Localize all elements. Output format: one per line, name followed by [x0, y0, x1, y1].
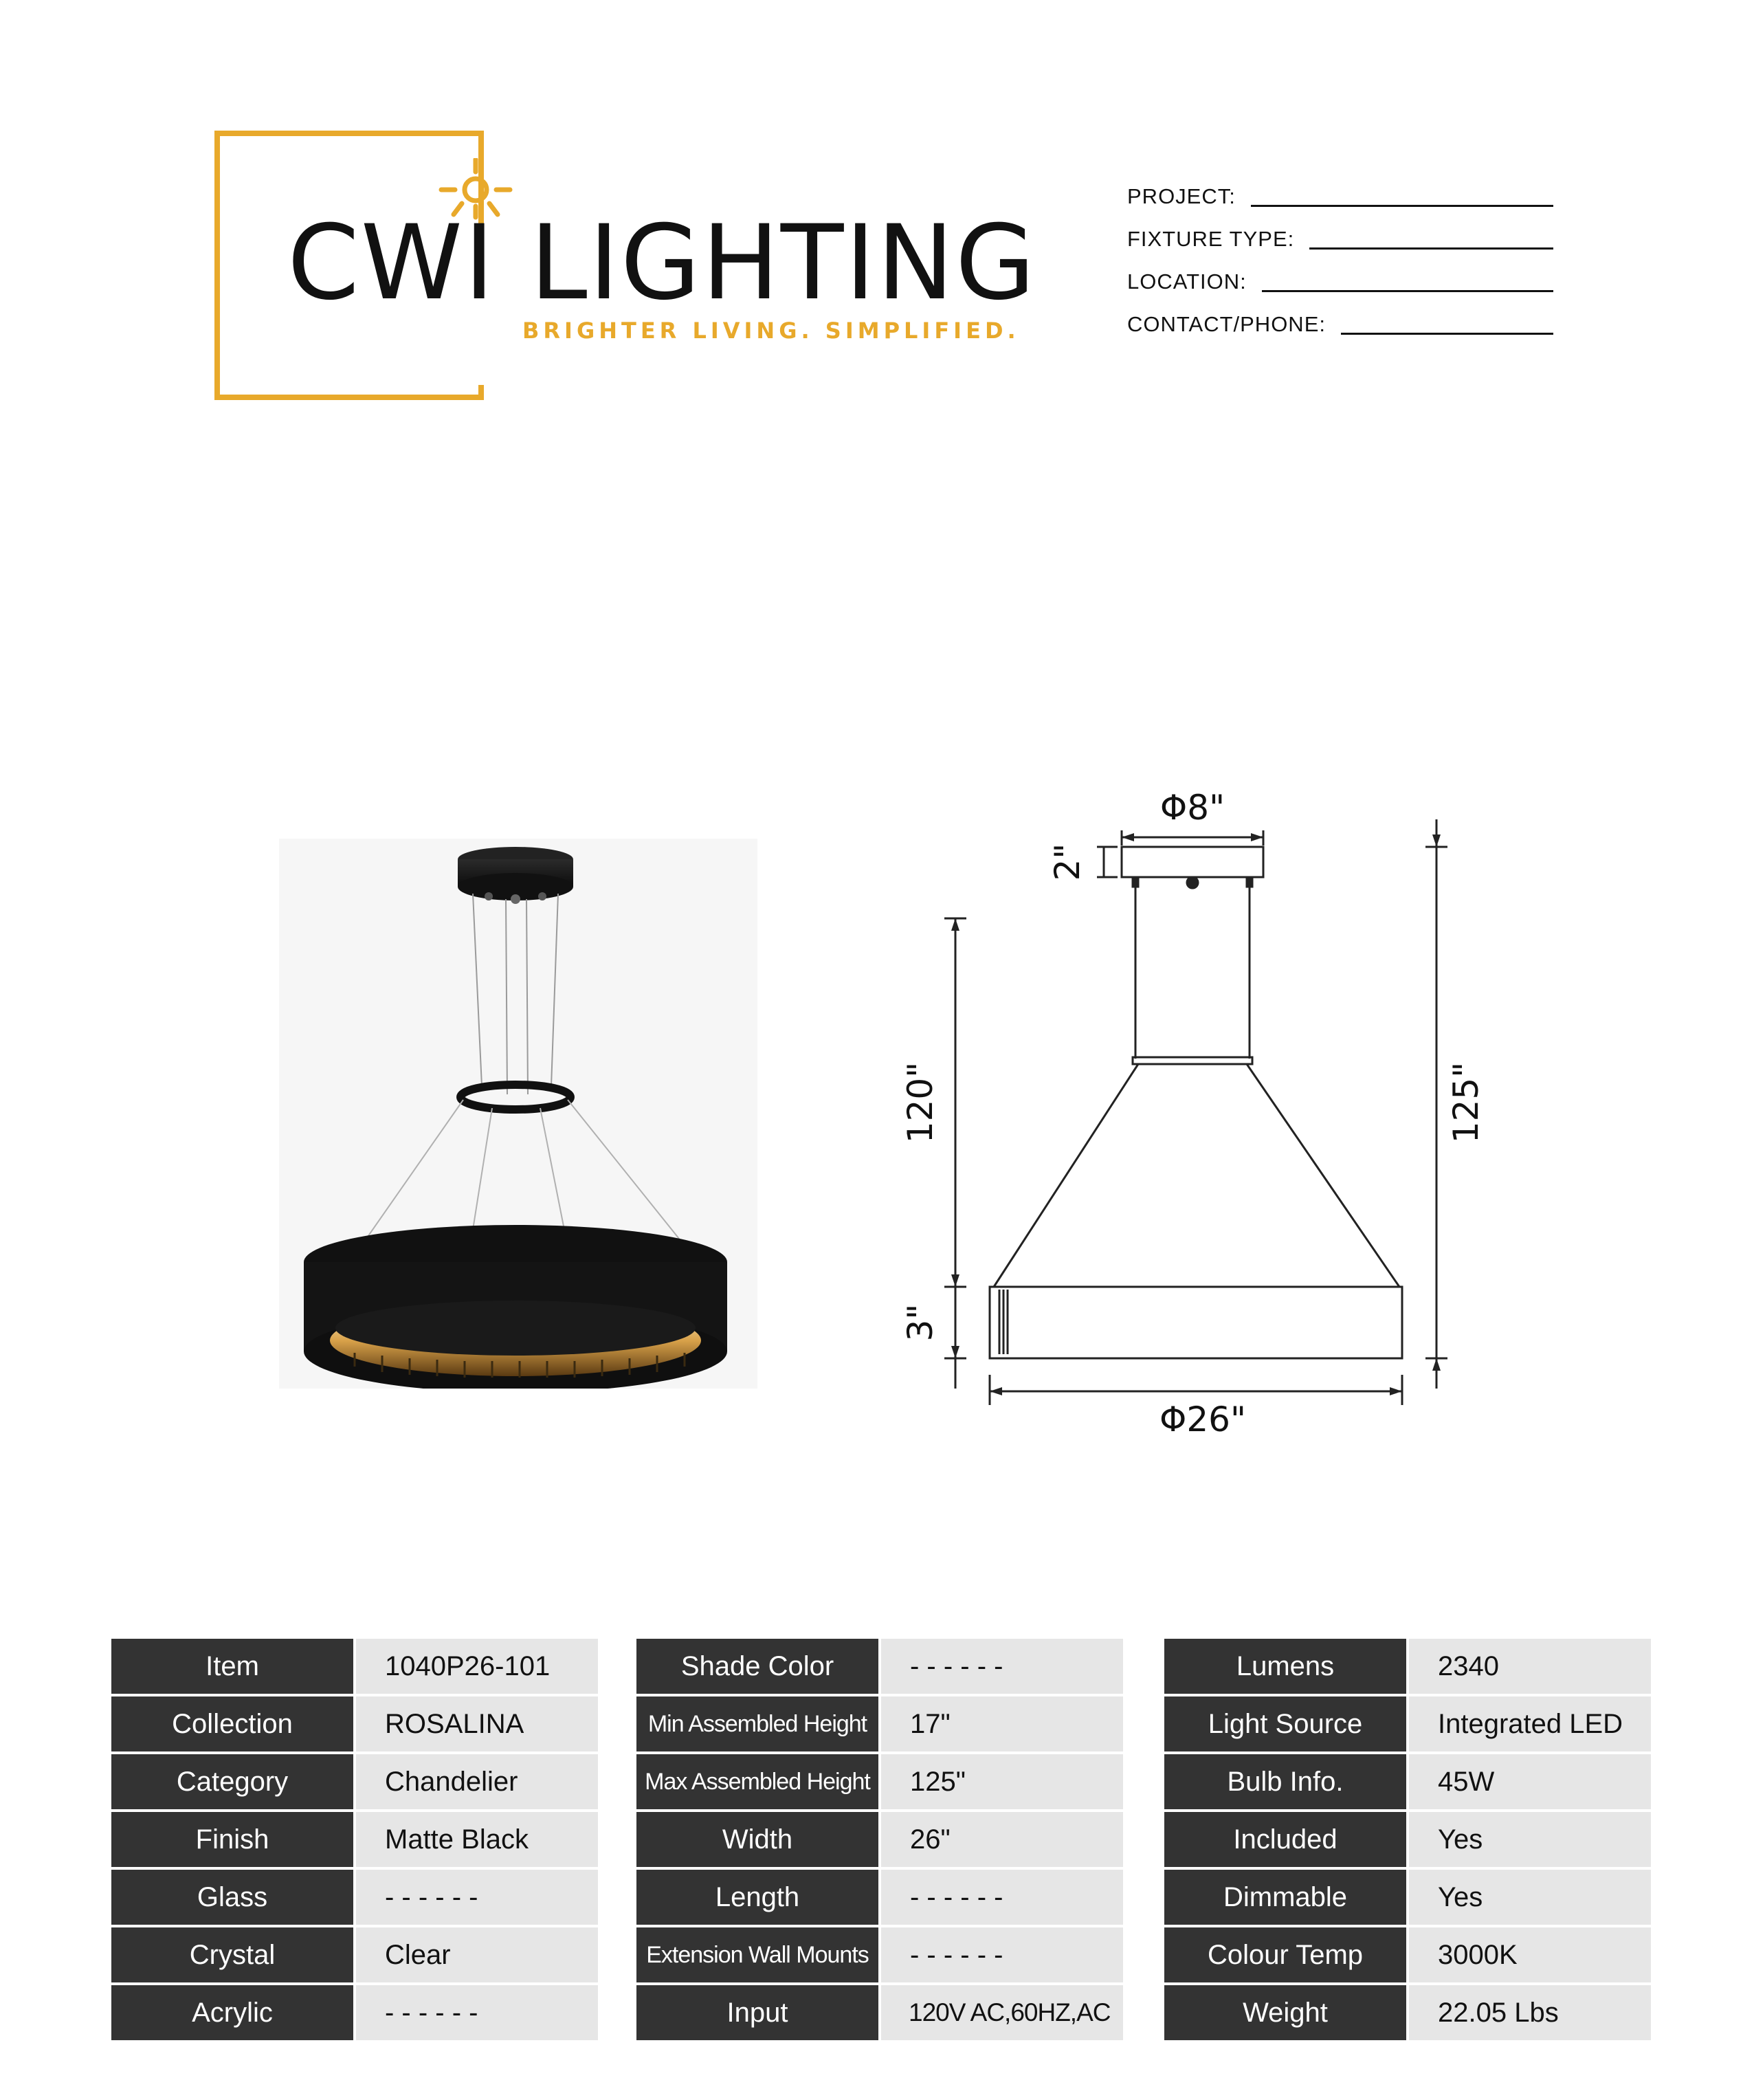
spec-label: Item	[111, 1639, 353, 1694]
spec-row	[636, 1985, 1123, 2040]
spec-row	[1164, 1985, 1651, 2040]
spec-label: Shade Color	[636, 1639, 878, 1694]
spec-label: Extension Wall Mounts	[636, 1927, 878, 1982]
location-row	[1127, 269, 1553, 312]
dimension-drawing	[887, 770, 1505, 1471]
spec-value: 26"	[881, 1812, 1123, 1867]
spec-label: Category	[111, 1754, 353, 1809]
fixture-type-row	[1127, 227, 1553, 269]
spec-row	[1164, 1927, 1651, 1982]
spec-row	[636, 1812, 1123, 1867]
spec-label: Finish	[111, 1812, 353, 1867]
location-label: LOCATION:	[1127, 269, 1247, 294]
spec-row	[636, 1754, 1123, 1809]
spec-value: - - - - - -	[881, 1870, 1123, 1925]
spec-value: Yes	[1409, 1812, 1651, 1867]
canopy-height-label: 2"	[1047, 843, 1087, 881]
canopy-diameter-label: Φ8"	[1159, 788, 1225, 828]
spec-label: Length	[636, 1870, 878, 1925]
spec-row	[1164, 1639, 1651, 1694]
overall-height-label: 125"	[1446, 1061, 1486, 1144]
spec-value: - - - - - -	[881, 1639, 1123, 1694]
spec-row	[636, 1927, 1123, 1982]
spec-label: Max Assembled Height	[636, 1754, 878, 1809]
cwi-lighting-logo	[214, 131, 1037, 406]
ring-diameter-label: Φ26"	[1159, 1400, 1246, 1439]
spec-label: Crystal	[111, 1927, 353, 1982]
project-form	[1127, 184, 1553, 355]
spec-value: Clear	[356, 1927, 598, 1982]
spec-value: - - - - - -	[881, 1927, 1123, 1982]
spec-value: 22.05 Lbs	[1409, 1985, 1651, 2040]
spec-label: Colour Temp	[1164, 1927, 1406, 1982]
spec-label: Bulb Info.	[1164, 1754, 1406, 1809]
brand-name: CWI LIGHTING	[287, 203, 1037, 323]
spec-label: Included	[1164, 1812, 1406, 1867]
spec-value: 125"	[881, 1754, 1123, 1809]
spec-label: Lumens	[1164, 1639, 1406, 1694]
spec-row	[111, 1870, 598, 1925]
spec-row	[111, 1812, 598, 1867]
spec-value: Yes	[1409, 1870, 1651, 1925]
chandelier-image	[279, 839, 757, 1389]
contact-phone-field[interactable]	[1341, 333, 1553, 335]
spec-label: Acrylic	[111, 1985, 353, 2040]
spec-row	[636, 1870, 1123, 1925]
spec-value: 17"	[881, 1696, 1123, 1751]
spec-row	[636, 1696, 1123, 1751]
project-field[interactable]	[1251, 205, 1553, 207]
contact-phone-label: CONTACT/PHONE:	[1127, 312, 1326, 336]
spec-table-electrical	[1164, 1639, 1651, 2043]
spec-table-dimensions	[636, 1639, 1123, 2043]
spec-value: 2340	[1409, 1639, 1651, 1694]
spec-label: Collection	[111, 1696, 353, 1751]
spec-label: Input	[636, 1985, 878, 2040]
spec-label: Dimmable	[1164, 1870, 1406, 1925]
fixture-type-label: FIXTURE TYPE:	[1127, 227, 1295, 251]
spec-label: Glass	[111, 1870, 353, 1925]
spec-table-general	[111, 1639, 598, 2043]
spec-row	[636, 1639, 1123, 1694]
spec-row	[111, 1639, 598, 1694]
project-row	[1127, 184, 1553, 227]
spec-value: Matte Black	[356, 1812, 598, 1867]
ring-height-label: 3"	[900, 1303, 940, 1342]
spec-label: Width	[636, 1812, 878, 1867]
fixture-type-field[interactable]	[1309, 247, 1553, 250]
spec-value: - - - - - -	[356, 1985, 598, 2040]
spec-row	[1164, 1754, 1651, 1809]
location-field[interactable]	[1262, 290, 1553, 292]
spec-label: Min Assembled Height	[636, 1696, 878, 1751]
spec-row	[111, 1985, 598, 2040]
spec-row	[1164, 1812, 1651, 1867]
spec-value: Chandelier	[356, 1754, 598, 1809]
spec-value: Integrated LED	[1409, 1696, 1651, 1751]
spec-label: Weight	[1164, 1985, 1406, 2040]
spec-value: 1040P26-101	[356, 1639, 598, 1694]
brand-tagline: BRIGHTER LIVING. SIMPLIFIED.	[522, 318, 1020, 344]
spec-label: Light Source	[1164, 1696, 1406, 1751]
spec-row	[1164, 1870, 1651, 1925]
spec-value: - - - - - -	[356, 1870, 598, 1925]
spec-row	[111, 1754, 598, 1809]
contact-phone-row	[1127, 312, 1553, 355]
spec-row	[1164, 1696, 1651, 1751]
spec-value: 120V AC,60HZ,AC	[881, 1985, 1123, 2040]
project-label: PROJECT:	[1127, 184, 1236, 208]
product-photo	[279, 839, 757, 1389]
spec-row	[111, 1927, 598, 1982]
spec-value: 3000K	[1409, 1927, 1651, 1982]
spec-value: ROSALINA	[356, 1696, 598, 1751]
spec-value: 45W	[1409, 1754, 1651, 1809]
spec-row	[111, 1696, 598, 1751]
cable-length-label: 120"	[900, 1061, 940, 1144]
